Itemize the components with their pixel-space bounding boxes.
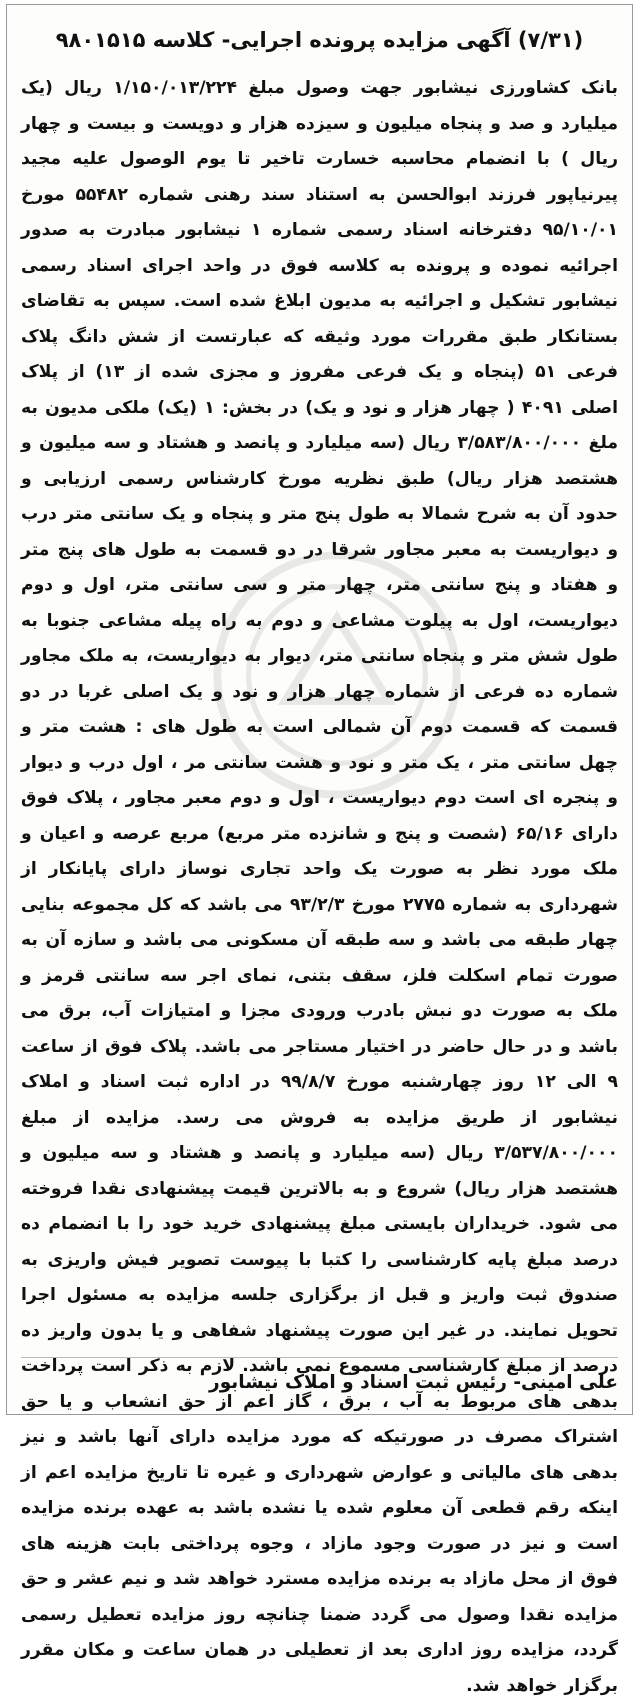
notice-body: بانک کشاورزی نیشابور جهت وصول مبلغ ۱/۱۵۰/۰۱۳/۲۲۴ ریال (یک میلیارد و صد و پنجاه میلیون و سیزده هزار و دویست و بیست و چهار ریال ) با انضمام محاسبه خسارت تاخیر تا یوم الوصول علیه مجید پیرنیاپور فرزند ابوالحسن به استناد سند رهنی شماره ۵۵۴۸۲ مورخ ۹۵/۱۰/۰۱ دفترخانه اسناد رسمی شماره ۱ نیشابور مبادرت به صدور اجرائیه نموده و پرونده به کلاسه فوق در واحد اجرای اسناد رسمی نیشابور تشکیل و اجرائیه به مدیون ابلاغ شده است. سپس به تقاضای بستانکار طبق مقررات مورد وثیقه که عبارتست از شش دانگ پلاک فرعی ۵۱ (پنجاه و یک فرعی مفروز و مجزی شده از ۱۳) از پلاک اصلی ۴۰۹۱ ( چهار هزار و نود و یک) در بخش: ۱ (یک) ملکی مدیون به ملغ ۳/۵۸۳/۸۰۰/۰۰۰ ریال (سه میلیارد و پانصد و هشتاد و سه میلیون و هشتصد هزار ریال) طبق نظریه مورخ کارشناس رسمی ارزیابی و حدود آن به شرح شمالا به طول پنج متر و پنجاه و یک سانتی متر درب و دیواریست به معبر مجاور شرقا در دو قسمت به طول های پنج متر و هفتاد و پنج سانتی متر، چهار متر و سی سانتی متر، اول و دوم دیواریست، اول به پیلوت مشاعی و دوم به راه پیله مشاعی جنوبا به طول شش متر و پنجاه سانتی متر، دیوار به دیواریست، به ملک مجاور شماره ده فرعی از شماره چهار هزار و نود و یک اصلی غربا در دو قسمت که قسمت دوم آن شمالی است به طول های : هشت متر و چهل سانتی متر ، یک متر و نود و هشت سانتی مر ، اول درب و دیوار و پنجره ای است دوم دیواریست ، اول و دوم معبر مجاور ، پلاک فوق دارای ۶۵/۱۶ (شصت و پنج و شانزده متر مربع) مربع عرصه و اعیان و ملک مورد نظر به صورت یک واحد تجاری نوساز دارای پایانکار از شهرداری به شماره ۲۷۷۵ مورخ ۹۳/۲/۳ می باشد که کل مجموعه بنایی چهار طبقه می باشد و سه طبقه آن مسکونی می باشد و سازه آن به صورت تمام اسکلت فلز، سقف بتنی، نمای اجر سه سانتی قرمز و ملک به صورت دو نبش بادرب ورودی مجزا و امتیازات آب، برق می باشد و در حال حاضر در اختیار مستاجر می باشد. پلاک فوق از ساعت ۹ الی ۱۲ روز چهارشنبه مورخ ۹۹/۸/۷ در اداره ثبت اسناد و املاک نیشابور از طریق مزایده به فروش می رسد. مزایده از مبلغ ۳/۵۳۷/۸۰۰/۰۰۰ ریال (سه میلیارد و پانصد و هشتاد و سه میلیون و هشتصد هزار ریال) شروع و به بالاترین قیمت پیشنهادی نقدا فروخته می شود. خریداران بایستی مبلغ پیشنهادی خرید خود را با انضمام ده درصد مبلغ پایه کارشناسی را کتبا با پیوست تصویر فیش واریزی به صندوق ثبت واریز و قبل از برگزاری جلسه مزایده به مسئول اجرا تحویل نمایند. در غیر این صورت پیشنهاد شفاهی و یا بدون واریز ده درصد از مبلغ کارشناسی مسموع نمی باشد. لازم به ذکر است پرداخت بدهی های مربوط به آب ، برق ، گاز اعم از حق انشعاب و یا حق اشتراک مصرف در صورتیکه که مورد مزایده دارای آنها باشد و نیز بدهی های مالیاتی و عوارض شهرداری و غیره تا تاریخ مزایده اعم از اینکه رقم قطعی آن معلوم شده یا نشده باشد به عهده برنده مزایده است و نیز در صورت وجود مازاد ، وجوه پرداختی بابت هزینه های فوق از محل مازاد به برنده مزایده مسترد خواهد شد و نیم عشر و حق مزایده نقدا وصول می گردد ضمنا چنانچه روز مزایده تعطیل رسمی گردد، مزایده روز اداری بعد از تعطیلی در همان ساعت و مکان مقرر برگزار خواهد شد. <box>21 78 619 1696</box>
notice-signature: علی امینی- رئیس ثبت اسناد و املاک نیشابور <box>209 1372 618 1393</box>
auction-notice <box>6 4 633 1696</box>
signature-divider <box>21 1357 618 1358</box>
notice-title: (۷/۳۱) آگهی مزایده پرونده اجرایی- کلاسه ۹۸۰۱۵۱۵ <box>55 28 584 52</box>
